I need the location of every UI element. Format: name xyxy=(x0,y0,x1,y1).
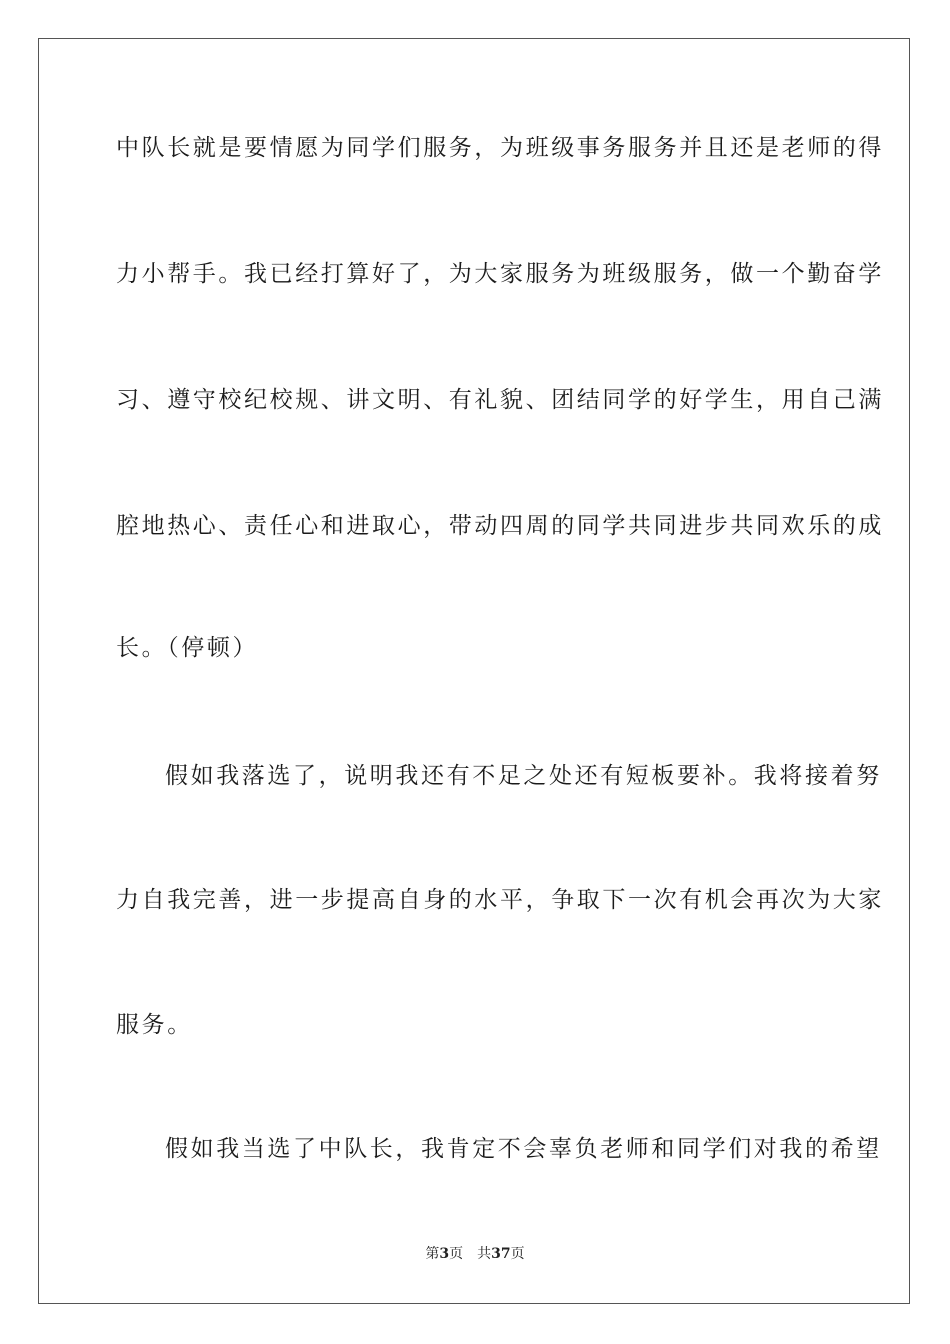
footer-page-total: 37 xyxy=(491,1246,511,1262)
paragraph-line-2: 力小帮手。我已经打算好了，为大家服务为班级服务，做一个勤奋学 xyxy=(116,261,884,287)
paragraph-line-7: 力自我完善，进一步提高自身的水平，争取下一次有机会再次为大家 xyxy=(116,887,884,913)
paragraph-line-9: 假如我当选了中队长，我肯定不会辜负老师和同学们对我的希望 xyxy=(165,1136,882,1162)
paragraph-line-6: 假如我落选了，说明我还有不足之处还有短板要补。我将接着努 xyxy=(165,763,882,789)
footer-page-suffix: 页 xyxy=(449,1246,464,1262)
paragraph-line-8: 服务。 xyxy=(116,1012,193,1038)
footer-page-prefix: 第 xyxy=(425,1246,440,1262)
paragraph-line-4: 腔地热心、责任心和进取心，带动四周的同学共同进步共同欢乐的成 xyxy=(116,513,884,539)
paragraph-line-5: 长。（停顿） xyxy=(116,635,259,661)
page-border xyxy=(38,38,910,1304)
paragraph-line-1: 中队长就是要情愿为同学们服务，为班级事务服务并且还是老师的得 xyxy=(116,135,884,161)
footer-total-suffix: 页 xyxy=(510,1246,525,1262)
footer-page-current: 3 xyxy=(439,1246,450,1262)
paragraph-line-3: 习、遵守校纪校规、讲文明、有礼貌、团结同学的好学生，用自己满 xyxy=(116,387,884,413)
page-footer xyxy=(0,1245,950,1263)
footer-total-prefix: 共 xyxy=(477,1246,492,1262)
